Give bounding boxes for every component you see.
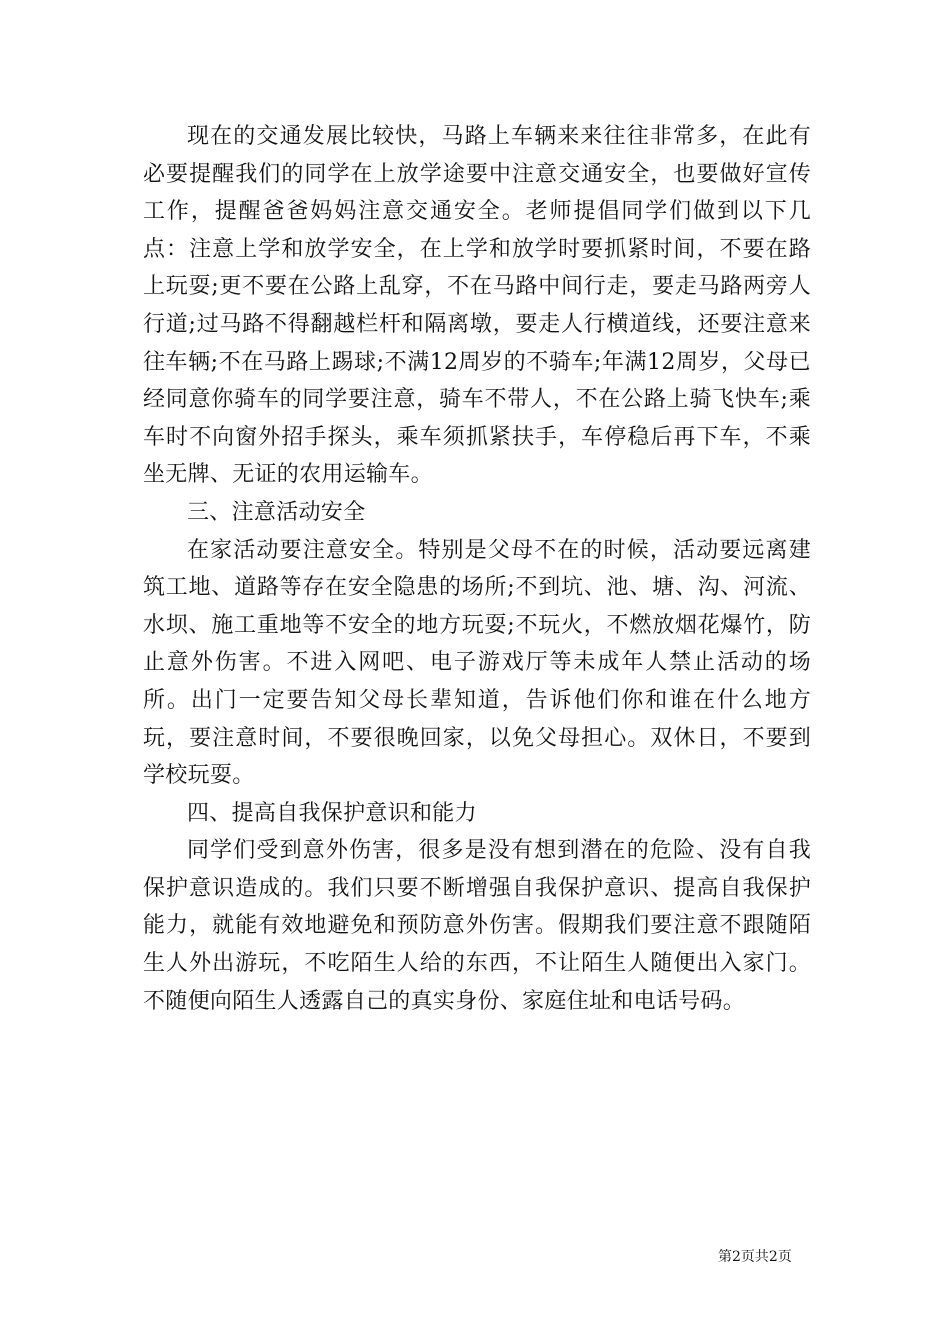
paragraph-activity-safety: 在家活动要注意安全。特别是父母不在的时候，活动要远离建筑工地、道路等存在安全隐患的场所;不到坑、池、塘、沟、河流、水坝、施工重地等不安全的地方玩耍;不玩火，不燃放烟花爆竹，防止意外伤害。不进入网吧、电子游戏厅等未成年人禁止活动的场所。出门一定要告知父母长辈知道，告诉他们你和谁在什么地方玩，要注意时间，不要很晚回家，以免父母担心。双休日，不要到学校玩耍。 — [143, 537, 811, 789]
page-number-footer: 第2页共2页 — [718, 1249, 792, 1265]
section-heading-self-protection: 四、提高自我保护意识和能力 — [187, 800, 477, 826]
paragraph-self-protection: 同学们受到意外伤害，很多是没有想到潜在的危险、没有自我保护意识造成的。我们只要不断增强自我保护意识、提高自我保护能力，就能有效地避免和预防意外伤害。假期我们要注意不跟随陌生人外出游玩，不吃陌生人给的东西，不让陌生人随便出入家门。不随便向陌生人透露自己的真实身份、家庭住址和电话号码。 — [143, 838, 811, 1014]
document-body — [143, 118, 811, 1020]
section-heading-activity-safety: 三、注意活动安全 — [187, 499, 366, 525]
paragraph-traffic-safety: 现在的交通发展比较快，马路上车辆来来往往非常多，在此有必要提醒我们的同学在上放学途要中注意交通安全，也要做好宣传工作，提醒爸爸妈妈注意交通安全。老师提倡同学们做到以下几点：注意上学和放学安全，在上学和放学时要抓紧时间，不要在路上玩耍;更不要在公路上乱穿，不在马路中间行走，要走马路两旁人行道;过马路不得翻越栏杆和隔离墩，要走人行横道线，还要注意来往车辆;不在马路上踢球;不满12周岁的不骑车;年满12周岁，父母已经同意你骑车的同学要注意，骑车不带人，不在公路上骑飞快车;乘车时不向窗外招手探头，乘车须抓紧扶手，车停稳后再下车，不乘坐无牌、无证的农用运输车。 — [143, 124, 811, 488]
